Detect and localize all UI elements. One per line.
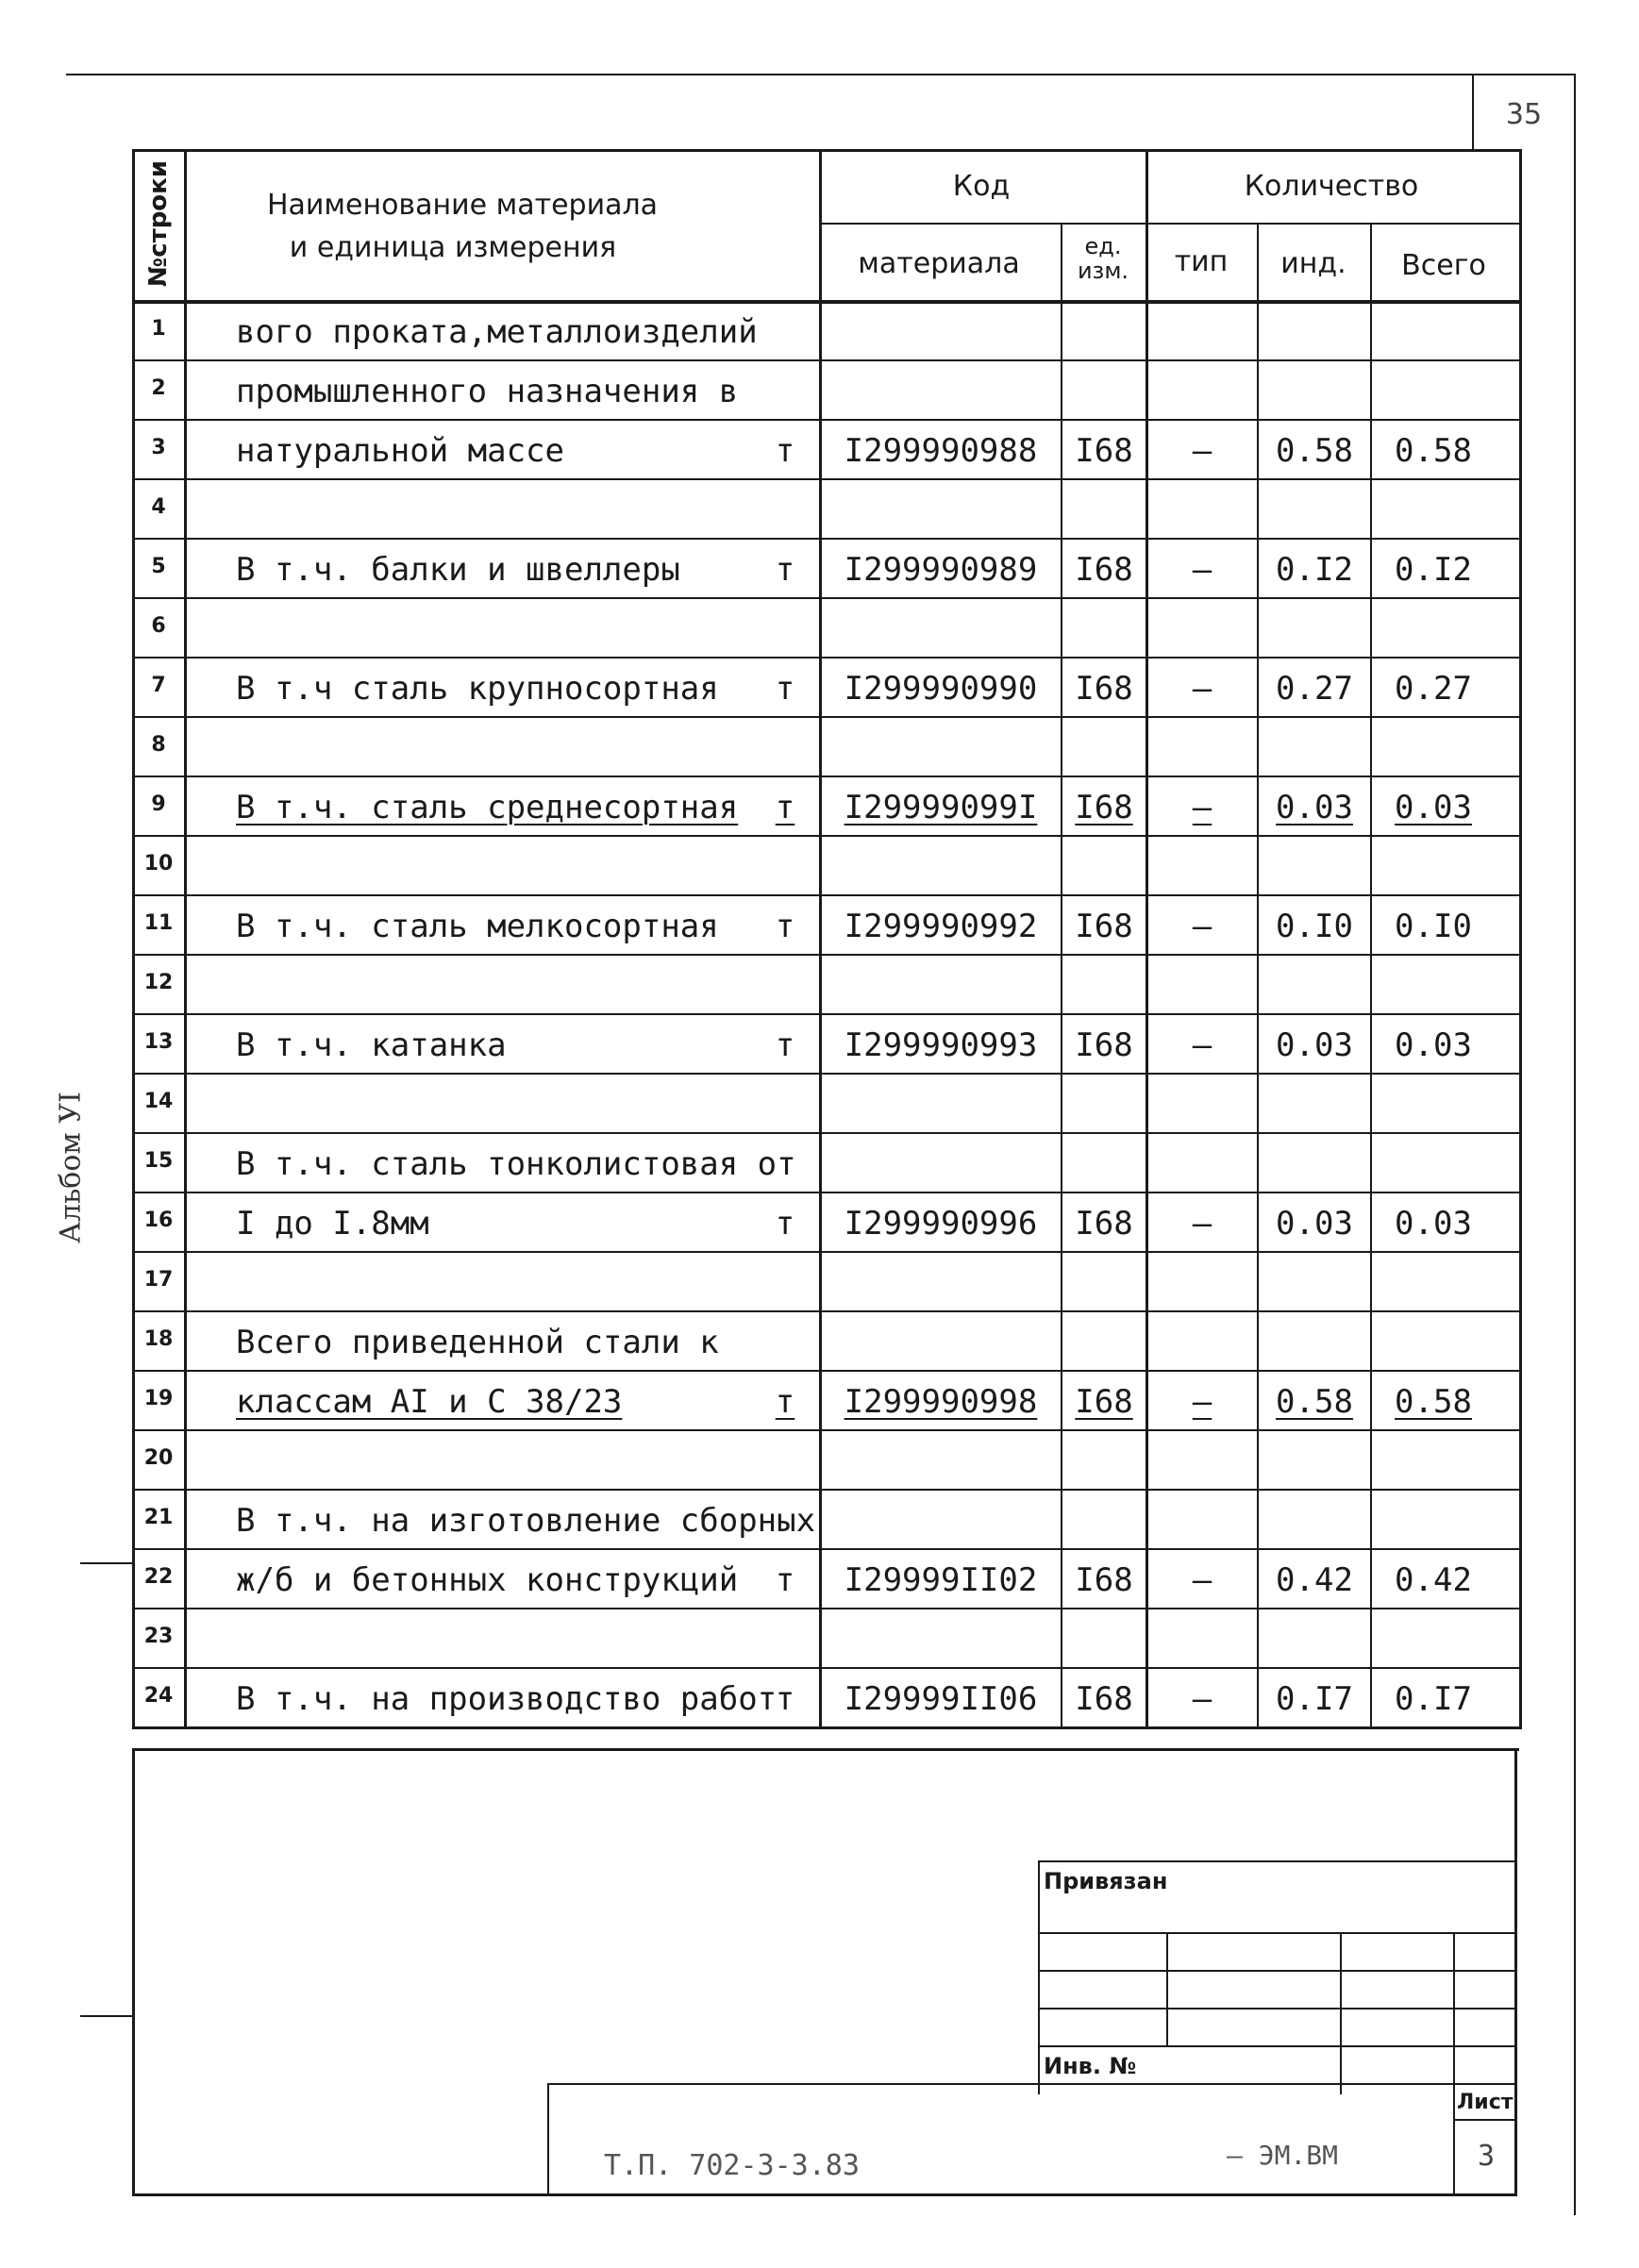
sheet-label-line (1453, 2119, 1517, 2121)
row-number: 8 (151, 733, 166, 757)
unit-mark: т (775, 1205, 795, 1242)
qty-ind-header: инд. (1280, 247, 1346, 280)
qty-ind: 0.I7 (1276, 1680, 1353, 1718)
material-code: I299990998 (844, 1383, 1038, 1421)
qty-ind: 0.27 (1276, 670, 1353, 708)
stamp-grid-line (1038, 1932, 1517, 1934)
stamp-grid-vline (1340, 1932, 1342, 2094)
material-name: I до I.8мм (236, 1205, 429, 1242)
qty-total: 0.03 (1395, 1026, 1472, 1064)
qty-total: 0.27 (1395, 670, 1472, 708)
qty-type: – (1192, 789, 1213, 826)
unit-code: I68 (1075, 1205, 1133, 1242)
material-name: В т.ч. катанка (236, 1026, 507, 1064)
row-line (132, 1726, 1521, 1729)
qty-total: 0.I0 (1395, 908, 1472, 945)
table-top-border (132, 149, 1521, 152)
row-number: 4 (151, 495, 166, 519)
row-number: 13 (143, 1030, 174, 1054)
unit-code: I68 (1075, 1383, 1133, 1421)
table-row (0, 1013, 1639, 1073)
title-block-top (547, 2083, 1517, 2085)
row-number: 3 (151, 436, 166, 459)
table-row (0, 716, 1639, 775)
table-row (0, 657, 1639, 716)
table-row (0, 597, 1639, 657)
table-row (0, 300, 1639, 359)
stamp-grid-line (1038, 2008, 1517, 2010)
row-number: 1 (151, 317, 166, 341)
row-number: 7 (151, 674, 166, 697)
margin-mark (80, 2015, 135, 2017)
row-number: 20 (143, 1446, 174, 1470)
header-mid-border (819, 223, 1521, 225)
material-name: В т.ч. на производство работ (236, 1680, 778, 1718)
table-row (0, 419, 1639, 478)
page-number: 35 (1505, 98, 1543, 131)
table-row (0, 1608, 1639, 1667)
row-number: 2 (151, 376, 166, 400)
name-header-line2: и единица измерения (289, 231, 617, 264)
doc-code: Т.П. 702-3-3.83 (604, 2149, 860, 2182)
qty-type: – (1192, 1680, 1213, 1718)
table-row (0, 1370, 1639, 1429)
row-number-header-wrap (137, 153, 182, 294)
material-name: классам AI и С 38/23 (236, 1383, 623, 1421)
unit-code: I68 (1075, 551, 1133, 589)
row-number: 16 (143, 1209, 174, 1232)
qty-type: – (1192, 1561, 1213, 1599)
stamp-right-border (1514, 1748, 1517, 2196)
stamp-grid-vline (1453, 1932, 1455, 2196)
qty-total: 0.I7 (1395, 1680, 1472, 1718)
qty-total-header: Всего (1401, 249, 1486, 282)
qty-ind: 0.58 (1276, 432, 1353, 470)
material-code: I299990989 (844, 551, 1038, 589)
side-label: Альбом УI (54, 1092, 88, 1243)
table-row (0, 1073, 1639, 1132)
qty-total: 0.58 (1395, 432, 1472, 470)
material-code: I29999II06 (844, 1680, 1038, 1718)
privyazan-left (1038, 1860, 1040, 2094)
table-row (0, 775, 1639, 835)
unit-code: I68 (1075, 1561, 1133, 1599)
row-number: 15 (143, 1149, 174, 1173)
stamp-left-border (132, 1748, 135, 2196)
table-row (0, 1489, 1639, 1548)
code-header: Код (952, 170, 1011, 203)
material-code: I299990988 (844, 432, 1038, 470)
stamp-grid-vline (1166, 1932, 1168, 2045)
qty-ind: 0.I0 (1276, 908, 1353, 945)
title-block-left (547, 2083, 549, 2196)
qty-type: – (1192, 1383, 1213, 1421)
inv-no-label: Инв. № (1044, 2053, 1137, 2079)
qty-ind: 0.03 (1276, 789, 1353, 826)
privyazan-top (1038, 1860, 1517, 1862)
table-row (0, 894, 1639, 954)
unit-mark: т (775, 789, 795, 826)
qty-type: – (1192, 1205, 1213, 1242)
table-row (0, 1548, 1639, 1608)
material-code: I29999099I (844, 789, 1038, 826)
name-header-line1: Наименование материала (266, 189, 659, 222)
quantity-header: Количество (1244, 170, 1419, 203)
material-name: натуральной массе (236, 432, 564, 470)
table-row (0, 835, 1639, 894)
unit-mark: т (775, 1680, 795, 1718)
qty-total: 0.42 (1395, 1561, 1472, 1599)
stamp-grid-line (1038, 2045, 1517, 2047)
unit-code: I68 (1075, 908, 1133, 945)
material-name: вого проката,металлоизделий (236, 313, 758, 351)
row-number: 24 (143, 1684, 174, 1708)
unit-mark: т (775, 670, 795, 708)
row-number: 22 (143, 1565, 174, 1589)
row-number: 19 (143, 1387, 174, 1410)
code-unit-header: ед. изм. (1077, 233, 1129, 284)
material-name: В т.ч сталь крупносортная (236, 670, 719, 708)
margin-mark (80, 1562, 135, 1564)
table-row (0, 1132, 1639, 1192)
row-number-header: №строки (144, 159, 173, 288)
qty-ind: 0.I2 (1276, 551, 1353, 589)
qty-type: – (1192, 1026, 1213, 1064)
qty-ind: 0.03 (1276, 1026, 1353, 1064)
material-name: В т.ч. сталь мелкосортная (236, 908, 719, 945)
qty-ind: 0.42 (1276, 1561, 1353, 1599)
material-code: I299990996 (844, 1205, 1038, 1242)
material-name: В т.ч. на изготовление сборных (236, 1502, 816, 1540)
unit-mark: т (775, 551, 795, 589)
sheet-number: 3 (1477, 2140, 1496, 2173)
unit-code: I68 (1075, 789, 1133, 826)
sheet-label: Лист (1457, 2091, 1514, 2114)
row-number: 11 (143, 911, 174, 935)
row-number: 17 (143, 1268, 174, 1292)
material-code: I299990990 (844, 670, 1038, 708)
stamp-bottom-border (132, 2193, 1517, 2196)
row-number: 21 (143, 1506, 174, 1529)
row-number: 14 (143, 1090, 174, 1113)
row-number: 23 (143, 1625, 174, 1648)
qty-total: 0.I2 (1395, 551, 1472, 589)
table-row (0, 954, 1639, 1013)
table-row (0, 538, 1639, 597)
unit-mark: т (775, 1561, 795, 1599)
unit-code: I68 (1075, 1026, 1133, 1064)
material-name: В т.ч. сталь тонколистовая от (236, 1145, 796, 1183)
stamp-top-border (132, 1748, 1519, 1751)
qty-type-header: тип (1174, 245, 1229, 278)
table-row (0, 1429, 1639, 1489)
unit-mark: т (775, 432, 795, 470)
table-row (0, 1251, 1639, 1310)
material-name: промышленного назначения в (236, 373, 739, 410)
unit-code: I68 (1075, 432, 1133, 470)
qty-total: 0.03 (1395, 1205, 1472, 1242)
row-number: 10 (143, 852, 174, 876)
table-row (0, 1310, 1639, 1370)
material-code: I299990993 (844, 1026, 1038, 1064)
material-name: Всего приведенной стали к (236, 1324, 719, 1361)
unit-code: I68 (1075, 1680, 1133, 1718)
unit-code: I68 (1075, 670, 1133, 708)
material-name: В т.ч. сталь среднесортная (236, 789, 739, 826)
material-code: I299990992 (844, 908, 1038, 945)
code-material-header: материала (858, 247, 1020, 280)
row-number: 18 (143, 1327, 174, 1351)
table-row (0, 359, 1639, 419)
unit-mark: т (775, 1383, 795, 1421)
qty-total: 0.58 (1395, 1383, 1472, 1421)
row-number: 5 (151, 555, 166, 578)
qty-type: – (1192, 670, 1213, 708)
privyazan-label: Привязан (1044, 1868, 1168, 1894)
table-row (0, 1667, 1639, 1726)
unit-mark: т (775, 908, 795, 945)
row-number: 6 (151, 614, 166, 638)
qty-ind: 0.03 (1276, 1205, 1353, 1242)
table-row (0, 478, 1639, 538)
material-name: ж/б и бетонных конструкций (236, 1561, 739, 1599)
qty-type: – (1192, 908, 1213, 945)
material-code: I29999II02 (844, 1561, 1038, 1599)
qty-type: – (1192, 432, 1213, 470)
unit-mark: т (775, 1026, 795, 1064)
stamp-grid-line (1038, 1970, 1517, 1972)
material-name: В т.ч. балки и швеллеры (236, 551, 680, 589)
qty-type: – (1192, 551, 1213, 589)
row-number: 12 (143, 971, 174, 994)
row-number: 9 (151, 792, 166, 816)
table-row (0, 1192, 1639, 1251)
qty-ind: 0.58 (1276, 1383, 1353, 1421)
qty-total: 0.03 (1395, 789, 1472, 826)
doc-suffix: – ЭМ.ВМ (1227, 2140, 1339, 2171)
